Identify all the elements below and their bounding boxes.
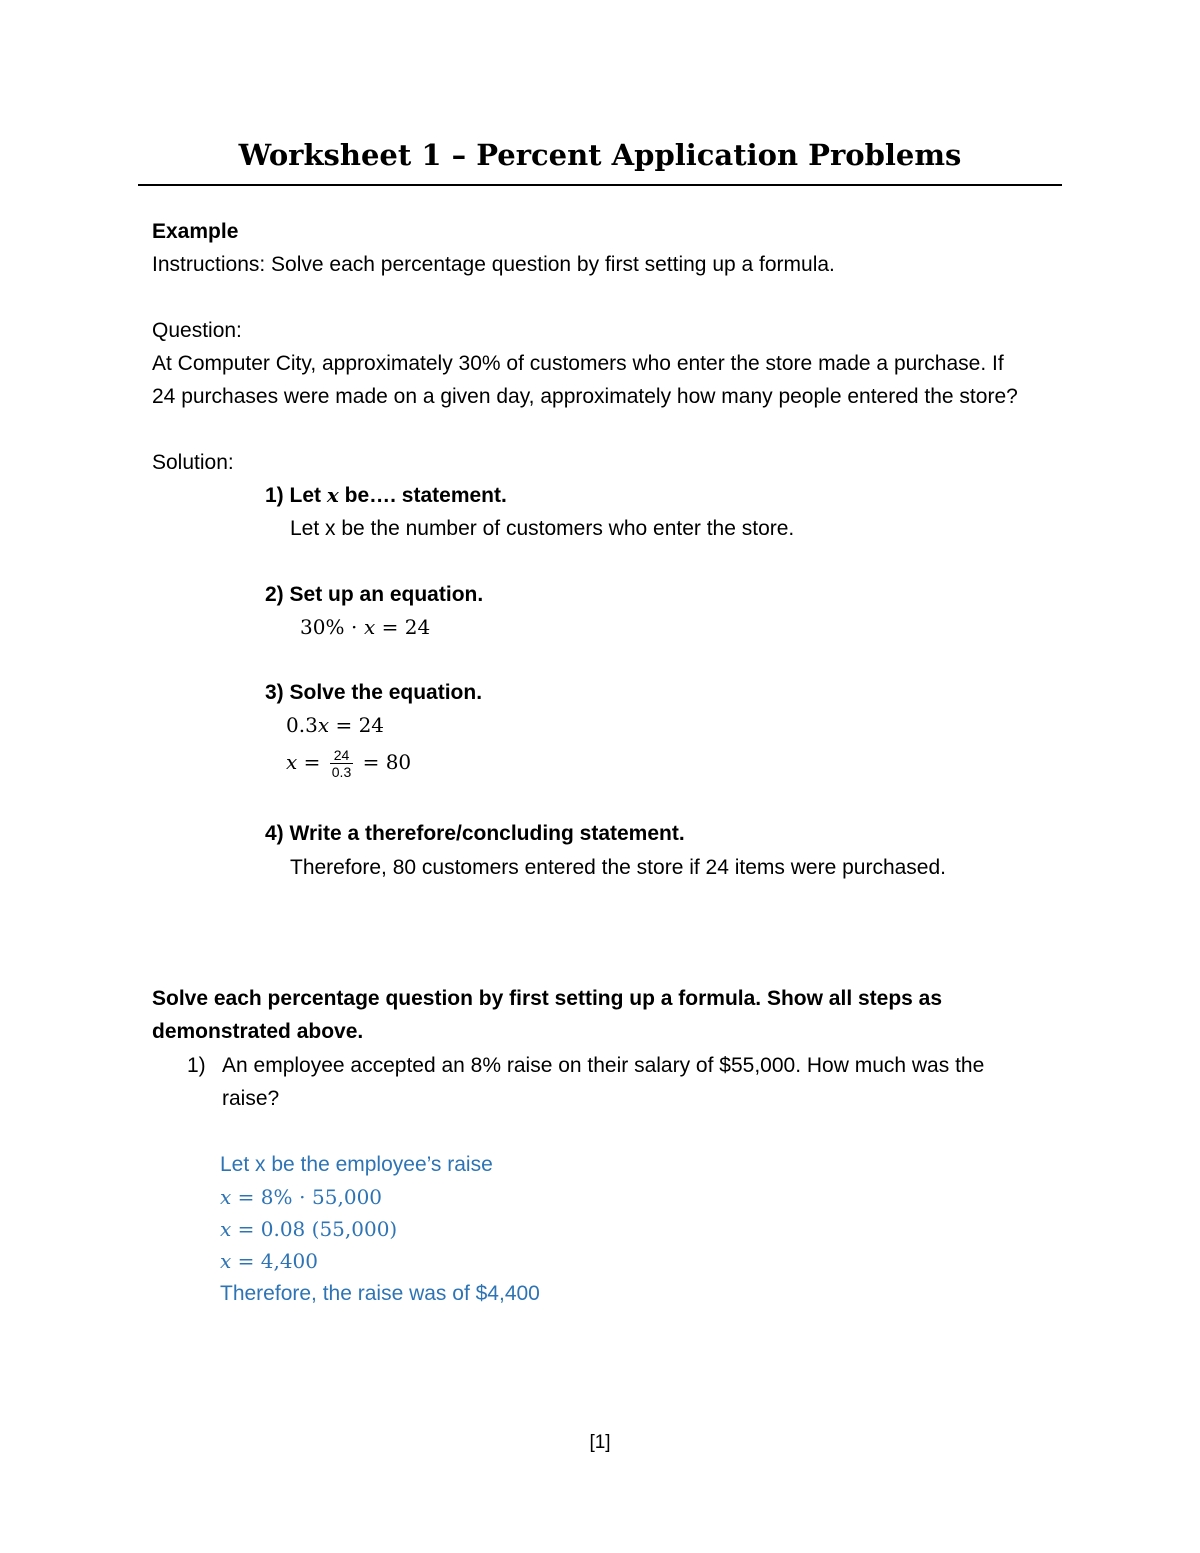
- step-3-eq2-var: x: [286, 750, 298, 774]
- step-3-eq2-post: = 80: [356, 750, 412, 774]
- step-4-heading: 4) Write a therefore/concluding statement.: [265, 822, 685, 845]
- problem-1-text-line-1: An employee accepted an 8% raise on their salary of $55,000. How much was the: [222, 1054, 985, 1077]
- problem-1-text-line-2: raise?: [222, 1087, 280, 1110]
- question-line-1: At Computer City, approximately 30% of customers who enter the store made a purchase. If: [152, 352, 1004, 375]
- title-rule: [138, 184, 1062, 186]
- answer-eq3-rest: = 4,400: [231, 1249, 319, 1273]
- step-3-heading: 3) Solve the equation.: [265, 681, 483, 704]
- example-heading: Example: [152, 220, 239, 243]
- exercise-instruction-line-2: demonstrated above.: [152, 1020, 364, 1043]
- fraction: [330, 747, 353, 780]
- problem-1-number: 1): [187, 1054, 206, 1077]
- answer-eq3-var: x: [220, 1249, 232, 1273]
- step-3-eq2-eq: =: [297, 750, 327, 774]
- answer-equation-3: [220, 1245, 318, 1278]
- step-2-equation: [300, 611, 430, 644]
- step-1-heading: [265, 479, 507, 512]
- step-4-detail: Therefore, 80 customers entered the store if 24 items were purchased.: [290, 856, 946, 879]
- fraction-numerator: 24: [330, 747, 353, 764]
- page-number: [1]: [589, 1432, 611, 1453]
- answer-conclusion: Therefore, the raise was of $4,400: [220, 1282, 540, 1305]
- step-3-eq1-var: x: [317, 713, 330, 737]
- step-3-equation-2: [286, 742, 411, 782]
- answer-equation-2: [220, 1213, 397, 1246]
- question-label: Question:: [152, 319, 242, 342]
- step-2-eq-pre: 30% ⋅: [300, 615, 365, 639]
- step-2-eq-var: x: [364, 615, 376, 639]
- fraction-denominator: 0.3: [331, 764, 352, 780]
- page-title: Worksheet 1 – Percent Application Problems: [238, 138, 962, 172]
- step-2-heading: 2) Set up an equation.: [265, 583, 484, 606]
- step-1-post: be…. statement.: [338, 484, 507, 507]
- step-3-eq1-post: = 24: [329, 713, 385, 737]
- answer-eq2-var: x: [220, 1217, 232, 1241]
- step-3-equation-1: [286, 709, 384, 742]
- example-instructions: Instructions: Solve each percentage question by first setting up a formula.: [152, 253, 835, 276]
- answer-let-statement: Let x be the employee’s raise: [220, 1153, 493, 1176]
- exercise-instruction-line-1: Solve each percentage question by first setting up a formula. Show all steps as: [152, 987, 943, 1010]
- step-1-var: x: [326, 483, 339, 507]
- step-3-eq1-pre: 0.3: [286, 713, 318, 737]
- answer-equation-1: [220, 1181, 382, 1214]
- answer-eq1-rest: = 8% ⋅ 55,000: [231, 1185, 383, 1209]
- answer-eq1-var: x: [220, 1185, 232, 1209]
- answer-eq2-rest: = 0.08 (55,000): [231, 1217, 398, 1241]
- step-1-detail: Let x be the number of customers who enter the store.: [290, 517, 795, 540]
- solution-label: Solution:: [152, 451, 234, 474]
- question-line-2: 24 purchases were made on a given day, approximately how many people entered the store?: [152, 385, 1018, 408]
- step-1-pre: 1) Let: [265, 484, 327, 507]
- step-2-eq-post: = 24: [375, 615, 431, 639]
